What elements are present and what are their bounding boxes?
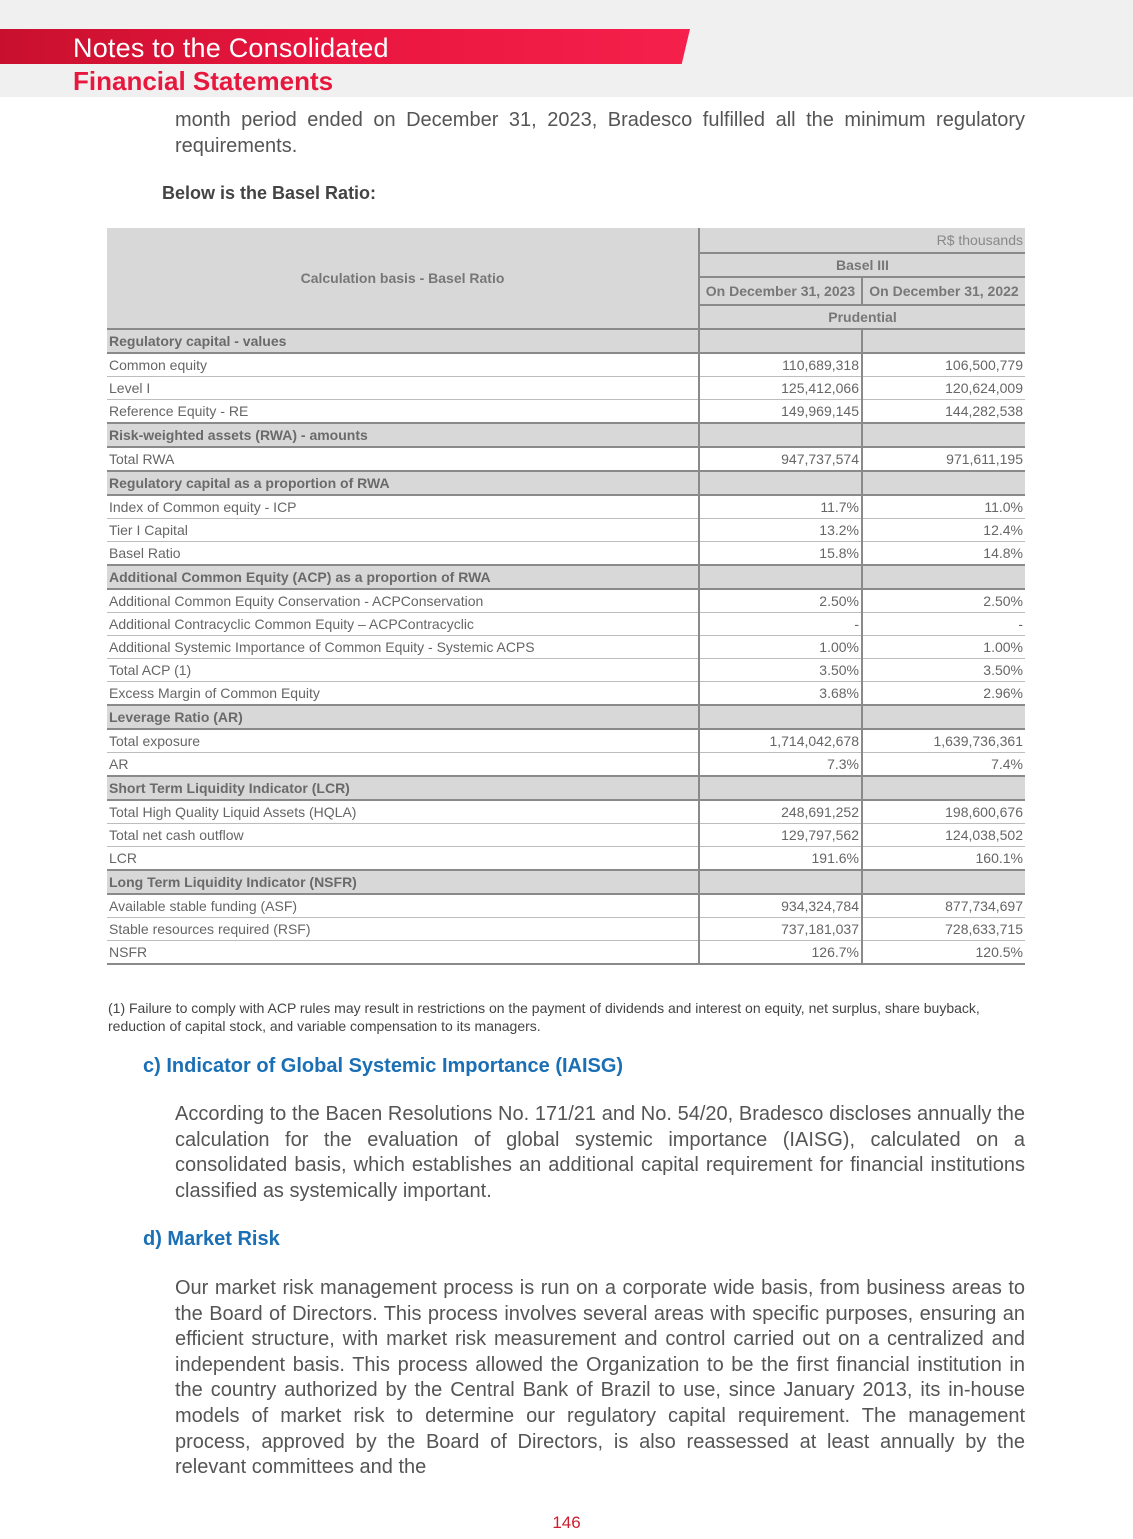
value-2023: 248,691,252 bbox=[699, 800, 862, 824]
framework-header: Basel III bbox=[699, 253, 1025, 277]
row-label: Common equity bbox=[107, 353, 699, 377]
row-label: Additional Contracyclic Common Equity – ACPContracyclic bbox=[107, 613, 699, 636]
header-title-line2: Financial Statements bbox=[73, 66, 334, 96]
value-2023: 129,797,562 bbox=[699, 824, 862, 847]
value-2023: 191.6% bbox=[699, 847, 862, 871]
table-row bbox=[107, 400, 1025, 424]
basel-ratio-table bbox=[107, 228, 1025, 965]
section-spacer bbox=[862, 565, 1025, 589]
row-label: Total RWA bbox=[107, 447, 699, 471]
section-spacer bbox=[699, 565, 862, 589]
value-2023: 149,969,145 bbox=[699, 400, 862, 424]
value-2022: 14.8% bbox=[862, 542, 1025, 566]
row-label: Tier I Capital bbox=[107, 519, 699, 542]
section-spacer bbox=[699, 471, 862, 495]
value-2022: 3.50% bbox=[862, 659, 1025, 682]
section-title: Risk-weighted assets (RWA) - amounts bbox=[107, 423, 699, 447]
value-2022: 2.50% bbox=[862, 589, 1025, 613]
table-row bbox=[107, 659, 1025, 682]
row-label: Total exposure bbox=[107, 729, 699, 753]
value-2022: 198,600,676 bbox=[862, 800, 1025, 824]
table-row bbox=[107, 613, 1025, 636]
value-2023: 737,181,037 bbox=[699, 918, 862, 941]
value-2022: 120.5% bbox=[862, 941, 1025, 965]
table-row bbox=[107, 847, 1025, 871]
row-label: Basel Ratio bbox=[107, 542, 699, 566]
section-spacer bbox=[862, 705, 1025, 729]
value-2023: 1.00% bbox=[699, 636, 862, 659]
page-number: 146 bbox=[552, 1513, 581, 1532]
value-2022: 1.00% bbox=[862, 636, 1025, 659]
table-row bbox=[107, 353, 1025, 377]
section-title: Long Term Liquidity Indicator (NSFR) bbox=[107, 870, 699, 894]
row-label: Total ACP (1) bbox=[107, 659, 699, 682]
section-spacer bbox=[699, 329, 862, 353]
value-2023: 2.50% bbox=[699, 589, 862, 613]
value-2023: 15.8% bbox=[699, 542, 862, 566]
value-2022: - bbox=[862, 613, 1025, 636]
row-label: AR bbox=[107, 753, 699, 777]
table-row bbox=[107, 495, 1025, 519]
header-title-line1: Notes to the Consolidated bbox=[73, 33, 389, 63]
section-spacer bbox=[699, 705, 862, 729]
row-label: Excess Margin of Common Equity bbox=[107, 682, 699, 706]
row-label: Total High Quality Liquid Assets (HQLA) bbox=[107, 800, 699, 824]
row-label: LCR bbox=[107, 847, 699, 871]
table-row bbox=[107, 542, 1025, 566]
value-2023: 1,714,042,678 bbox=[699, 729, 862, 753]
table-row bbox=[107, 589, 1025, 613]
section-row bbox=[107, 471, 1025, 495]
value-2023: 125,412,066 bbox=[699, 377, 862, 400]
row-label: Available stable funding (ASF) bbox=[107, 894, 699, 918]
section-spacer bbox=[862, 870, 1025, 894]
value-2023: 3.50% bbox=[699, 659, 862, 682]
value-2022: 124,038,502 bbox=[862, 824, 1025, 847]
section-row bbox=[107, 329, 1025, 353]
value-2023: 110,689,318 bbox=[699, 353, 862, 377]
section-title: Regulatory capital - values bbox=[107, 329, 699, 353]
section-row bbox=[107, 870, 1025, 894]
section-spacer bbox=[699, 423, 862, 447]
section-c-title: c) Indicator of Global Systemic Importance (IAISG) bbox=[143, 1055, 624, 1077]
row-label: Total net cash outflow bbox=[107, 824, 699, 847]
table-row bbox=[107, 729, 1025, 753]
value-2022: 120,624,009 bbox=[862, 377, 1025, 400]
value-2023: - bbox=[699, 613, 862, 636]
table-row bbox=[107, 636, 1025, 659]
value-2022: 877,734,697 bbox=[862, 894, 1025, 918]
row-label: Level I bbox=[107, 377, 699, 400]
section-spacer bbox=[862, 471, 1025, 495]
table-row bbox=[107, 377, 1025, 400]
column-header-2022: On December 31, 2022 bbox=[862, 277, 1025, 305]
table-row bbox=[107, 753, 1025, 777]
unit-label: R$ thousands bbox=[699, 228, 1025, 253]
section-spacer bbox=[862, 776, 1025, 800]
section-title: Leverage Ratio (AR) bbox=[107, 705, 699, 729]
table-row bbox=[107, 447, 1025, 471]
value-2022: 12.4% bbox=[862, 519, 1025, 542]
row-label: Stable resources required (RSF) bbox=[107, 918, 699, 941]
section-spacer bbox=[699, 776, 862, 800]
value-2022: 11.0% bbox=[862, 495, 1025, 519]
section-row bbox=[107, 423, 1025, 447]
value-2022: 7.4% bbox=[862, 753, 1025, 777]
row-label: Index of Common equity - ICP bbox=[107, 495, 699, 519]
table-row bbox=[107, 800, 1025, 824]
section-title: Regulatory capital as a proportion of RWA bbox=[107, 471, 699, 495]
value-2022: 106,500,779 bbox=[862, 353, 1025, 377]
section-c-body: According to the Bacen Resolutions No. 171/21 and No. 54/20, Bradesco discloses annually the calculation for the evaluation of global systemic importance (IAISG), calculated on a consolidated basis, which establishes an additional capital requirement for financial institutions classified as systemically important. bbox=[175, 1103, 1025, 1202]
row-label: Additional Systemic Importance of Common Equity - Systemic ACPS bbox=[107, 636, 699, 659]
table-row bbox=[107, 824, 1025, 847]
table-footnote: (1) Failure to comply with ACP rules may result in restrictions on the payment of dividends and interest on equity, net surplus, share buyback, reduction of capital stock, and variable compensation to its managers. bbox=[108, 1000, 980, 1034]
value-2023: 934,324,784 bbox=[699, 894, 862, 918]
section-spacer bbox=[862, 329, 1025, 353]
section-spacer bbox=[862, 423, 1025, 447]
value-2022: 160.1% bbox=[862, 847, 1025, 871]
table-row bbox=[107, 519, 1025, 542]
section-d-body: Our market risk management process is run on a corporate wide basis, from business areas to the Board of Directors. This process involves several areas with specific purposes, ensuring an efficient structure, with market risk measurement and control carried out on a centralized and independent basis. This process allowed the Organization to be the first financial institution in the country authorized by the Central Bank of Brazil to use, since January 2013, its in-house models of market risk to determine our regulatory capital requirement. The management process, approved by the Board of Directors, is also reassessed at least annually by the relevant committees and the bbox=[175, 1277, 1025, 1479]
table-intro-label: Below is the Basel Ratio: bbox=[162, 183, 377, 203]
table-row bbox=[107, 682, 1025, 706]
section-row bbox=[107, 776, 1025, 800]
section-row bbox=[107, 565, 1025, 589]
value-2022: 2.96% bbox=[862, 682, 1025, 706]
intro-paragraph: month period ended on December 31, 2023, Bradesco fulfilled all the minimum regulatory requirements. bbox=[175, 109, 1025, 157]
row-label: NSFR bbox=[107, 941, 699, 965]
value-2022: 1,639,736,361 bbox=[862, 729, 1025, 753]
value-2023: 13.2% bbox=[699, 519, 862, 542]
table-row bbox=[107, 918, 1025, 941]
section-row bbox=[107, 705, 1025, 729]
scope-header: Prudential bbox=[699, 305, 1025, 329]
table-body bbox=[107, 329, 1025, 964]
row-label: Additional Common Equity Conservation - ACPConservation bbox=[107, 589, 699, 613]
basis-header: Calculation basis - Basel Ratio bbox=[107, 228, 699, 329]
table-row bbox=[107, 894, 1025, 918]
value-2022: 728,633,715 bbox=[862, 918, 1025, 941]
section-spacer bbox=[699, 870, 862, 894]
value-2023: 3.68% bbox=[699, 682, 862, 706]
section-d-title: d) Market Risk bbox=[143, 1228, 280, 1250]
value-2023: 126.7% bbox=[699, 941, 862, 965]
section-title: Short Term Liquidity Indicator (LCR) bbox=[107, 776, 699, 800]
value-2023: 11.7% bbox=[699, 495, 862, 519]
table-row bbox=[107, 941, 1025, 965]
value-2022: 144,282,538 bbox=[862, 400, 1025, 424]
value-2023: 7.3% bbox=[699, 753, 862, 777]
value-2023: 947,737,574 bbox=[699, 447, 862, 471]
value-2022: 971,611,195 bbox=[862, 447, 1025, 471]
section-title: Additional Common Equity (ACP) as a proportion of RWA bbox=[107, 565, 699, 589]
row-label: Reference Equity - RE bbox=[107, 400, 699, 424]
column-header-2023: On December 31, 2023 bbox=[699, 277, 862, 305]
